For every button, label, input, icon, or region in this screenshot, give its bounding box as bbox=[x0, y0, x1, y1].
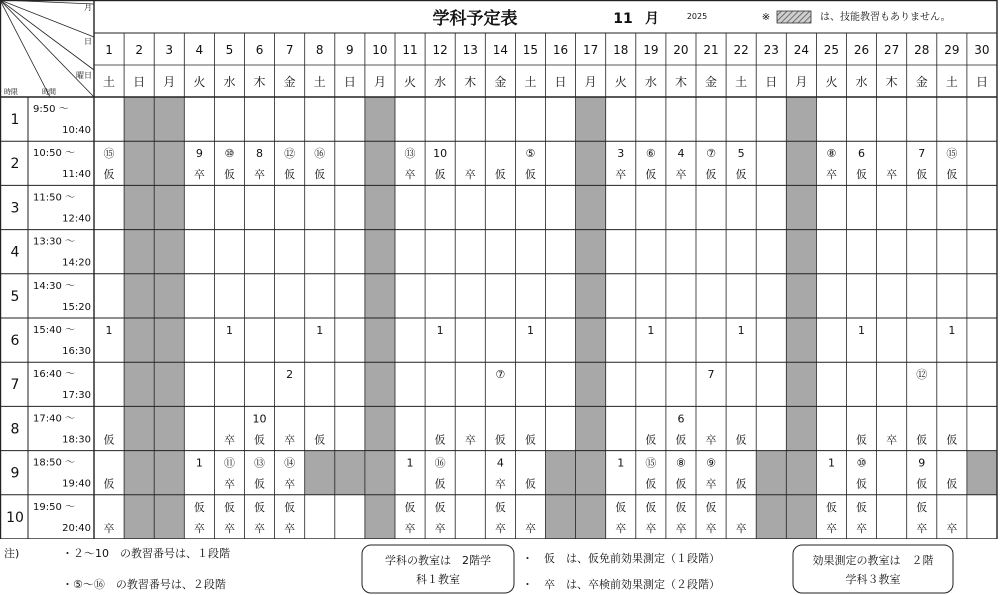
test-mark: 仮 bbox=[856, 433, 868, 447]
test-mark: 卒 bbox=[524, 521, 536, 535]
weekday-label: 金 bbox=[915, 75, 928, 89]
test-mark: 卒 bbox=[886, 168, 898, 182]
period-number: 6 bbox=[10, 333, 20, 349]
test-mark: 仮 bbox=[645, 433, 657, 447]
corner-month-label: 月 bbox=[84, 3, 92, 12]
lesson-number: 1 bbox=[827, 456, 835, 470]
period-end-time: 16:30 bbox=[62, 346, 91, 357]
period-number: 10 bbox=[6, 509, 24, 526]
classroom-note-line2: 科１教室 bbox=[416, 573, 460, 586]
lesson-number: 仮 bbox=[675, 500, 687, 514]
lesson-number: ⑩ bbox=[856, 456, 867, 470]
lesson-number: ⑤ bbox=[525, 147, 536, 161]
weekday-label: 水 bbox=[855, 75, 868, 89]
weekday-label: 火 bbox=[404, 75, 417, 89]
legend-text: は、技能教習もありません。 bbox=[820, 12, 951, 23]
lesson-number: ⑥ bbox=[645, 147, 656, 161]
test-mark: 卒 bbox=[223, 477, 235, 491]
day-number: 16 bbox=[552, 43, 569, 57]
test-mark: 卒 bbox=[494, 477, 506, 491]
period-number: 4 bbox=[10, 244, 20, 261]
test-mark: 卒 bbox=[675, 521, 687, 535]
lesson-number: ⑨ bbox=[706, 456, 716, 470]
weekday-label: 水 bbox=[434, 75, 447, 89]
test-mark: 卒 bbox=[254, 168, 266, 182]
test-mark: 卒 bbox=[193, 168, 205, 182]
lesson-number: ⑧ bbox=[676, 456, 686, 470]
lesson-number: 仮 bbox=[916, 500, 928, 514]
test-mark: 仮 bbox=[494, 168, 506, 182]
weekday-label: 火 bbox=[825, 75, 838, 89]
lesson-number: 2 bbox=[286, 368, 294, 382]
period-start-time: 10:50 ～ bbox=[33, 148, 75, 160]
lesson-number: ⑩ bbox=[224, 147, 235, 161]
weekday-label: 土 bbox=[735, 75, 748, 89]
test-mark: 仮 bbox=[494, 433, 506, 447]
weekday-label: 火 bbox=[614, 75, 627, 89]
lesson-number: ⑭ bbox=[284, 456, 296, 470]
period-end-time: 19:40 bbox=[62, 478, 91, 490]
period-number: 5 bbox=[10, 288, 20, 305]
lesson-number: 仮 bbox=[825, 500, 837, 514]
lesson-number: ⑮ bbox=[645, 456, 657, 470]
closed-slot-cell bbox=[786, 495, 816, 539]
lesson-number: 1 bbox=[406, 456, 414, 470]
day-number: 30 bbox=[974, 43, 990, 57]
weekday-label: 日 bbox=[975, 75, 988, 89]
test-mark: 卒 bbox=[223, 521, 235, 535]
lesson-number: ⑬ bbox=[254, 456, 266, 470]
closed-slot-cell bbox=[756, 451, 786, 495]
test-mark: 卒 bbox=[464, 433, 476, 447]
day-number: 24 bbox=[793, 43, 809, 57]
lesson-number: ⑬ bbox=[404, 147, 416, 161]
lesson-number: 9 bbox=[195, 147, 203, 161]
closed-slot-cell bbox=[305, 451, 335, 495]
day-number: 20 bbox=[673, 43, 689, 57]
lesson-number: ⑫ bbox=[916, 368, 928, 382]
period-number: 2 bbox=[10, 156, 20, 173]
test-mark: 卒 bbox=[705, 433, 717, 447]
day-number: 15 bbox=[522, 43, 539, 57]
period-number: 3 bbox=[10, 200, 20, 217]
test-mark: 卒 bbox=[856, 521, 868, 535]
lesson-number: 仮 bbox=[705, 500, 717, 514]
weekday-label: 月 bbox=[584, 75, 597, 89]
test-mark: 卒 bbox=[615, 168, 627, 182]
weekday-label: 金 bbox=[705, 75, 718, 89]
test-mark: 卒 bbox=[103, 521, 115, 535]
weekday-label: 水 bbox=[644, 75, 657, 89]
test-mark: 仮 bbox=[645, 168, 657, 182]
day-number: 8 bbox=[315, 43, 324, 57]
period-end-time: 14:20 bbox=[62, 257, 91, 269]
weekday-label: 金 bbox=[283, 75, 296, 89]
period-start-time: 19:50 ～ bbox=[33, 501, 75, 513]
lesson-number: 1 bbox=[526, 324, 534, 337]
weekday-label: 日 bbox=[133, 75, 146, 89]
day-number: 7 bbox=[285, 43, 294, 57]
test-mark: 卒 bbox=[284, 433, 296, 447]
weekday-label: 木 bbox=[885, 75, 898, 89]
weekday-label: 月 bbox=[373, 75, 386, 89]
hatch-swatch-icon bbox=[777, 11, 811, 23]
test-mark: 仮 bbox=[856, 477, 868, 491]
lesson-number: 1 bbox=[225, 324, 233, 337]
test-mark: 仮 bbox=[675, 477, 687, 491]
day-number: 9 bbox=[346, 43, 354, 57]
test-mark: 仮 bbox=[223, 168, 235, 182]
period-end-time: 15:20 bbox=[62, 301, 91, 313]
lesson-number: 仮 bbox=[223, 500, 235, 514]
test-mark: 仮 bbox=[645, 477, 657, 491]
test-room-note-line1: 効果測定の教室は ２階 bbox=[812, 554, 934, 567]
period-number: 9 bbox=[10, 465, 20, 482]
lesson-number: 10 bbox=[433, 147, 448, 161]
day-number: 28 bbox=[914, 43, 930, 57]
lesson-number: 1 bbox=[436, 324, 444, 337]
weekday-label: 木 bbox=[253, 75, 266, 89]
test-mark: 仮 bbox=[916, 477, 928, 491]
lesson-number: ⑯ bbox=[434, 456, 446, 470]
lesson-number: 1 bbox=[647, 324, 655, 337]
test-mark: 仮 bbox=[103, 168, 115, 182]
weekday-label: 日 bbox=[343, 75, 356, 89]
test-mark: 卒 bbox=[705, 521, 717, 535]
legend-mark: ※ bbox=[761, 12, 771, 23]
lesson-number: 4 bbox=[496, 456, 504, 470]
lesson-number: 1 bbox=[195, 456, 203, 470]
day-number: 26 bbox=[853, 43, 870, 57]
day-number: 5 bbox=[225, 43, 234, 57]
test-mark: 卒 bbox=[946, 521, 958, 535]
test-mark: 仮 bbox=[254, 477, 266, 491]
test-mark: 仮 bbox=[916, 433, 928, 447]
test-mark: 仮 bbox=[524, 168, 536, 182]
test-mark: 仮 bbox=[434, 433, 446, 447]
period-end-time: 18:30 bbox=[62, 434, 91, 446]
lesson-number: ⑦ bbox=[495, 368, 506, 382]
test-mark: 仮 bbox=[916, 168, 928, 182]
weekday-label: 火 bbox=[193, 75, 206, 89]
lesson-number: 仮 bbox=[284, 500, 296, 514]
test-mark: 卒 bbox=[886, 433, 898, 447]
test-mark: 仮 bbox=[946, 477, 958, 491]
day-number: 23 bbox=[763, 43, 779, 57]
test-mark: 仮 bbox=[735, 433, 747, 447]
period-start-time: 14:30 ～ bbox=[33, 280, 75, 292]
year-label: 2025 bbox=[686, 12, 708, 21]
test-mark: 仮 bbox=[705, 168, 717, 182]
test-mark: 仮 bbox=[103, 477, 115, 491]
test-mark: 卒 bbox=[645, 521, 657, 535]
test-mark: 仮 bbox=[524, 477, 536, 491]
test-mark: 卒 bbox=[675, 168, 687, 182]
period-number: 7 bbox=[10, 377, 20, 394]
note-kari-meaning: ・ 仮 は、仮免前効果測定（１段階） bbox=[522, 552, 720, 565]
note-stage1-numbers: ・２～10 の教習番号は、１段階 bbox=[62, 547, 230, 560]
lesson-number: 仮 bbox=[254, 500, 266, 514]
weekday-label: 金 bbox=[494, 75, 507, 89]
lesson-number: 1 bbox=[105, 324, 113, 337]
test-mark: 卒 bbox=[464, 168, 476, 182]
lesson-number: 仮 bbox=[645, 500, 657, 514]
test-mark: 卒 bbox=[193, 521, 205, 535]
period-start-time: 13:30 ～ bbox=[33, 236, 75, 248]
test-mark: 卒 bbox=[284, 521, 296, 535]
test-mark: 仮 bbox=[314, 168, 326, 182]
test-mark: 仮 bbox=[735, 168, 747, 182]
test-mark: 卒 bbox=[404, 521, 416, 535]
lesson-number: 6 bbox=[858, 147, 866, 161]
month-unit: 月 bbox=[645, 11, 659, 27]
test-room-note-line2: 学科３教室 bbox=[845, 573, 901, 586]
lesson-number: 7 bbox=[707, 368, 715, 382]
day-number: 1 bbox=[105, 43, 113, 57]
weekday-label: 木 bbox=[674, 75, 687, 89]
period-start-time: 16:40 ～ bbox=[33, 369, 75, 381]
lesson-number: ⑮ bbox=[946, 147, 958, 161]
period-start-time: 9:50 ～ bbox=[33, 104, 69, 115]
test-mark: 卒 bbox=[404, 168, 416, 182]
lesson-number: 仮 bbox=[193, 500, 205, 514]
period-end-time: 20:40 bbox=[62, 522, 91, 534]
corner-day-label: 日 bbox=[84, 37, 92, 46]
lesson-number: 仮 bbox=[494, 500, 506, 514]
closed-slot-cell bbox=[576, 451, 606, 495]
period-end-time: 17:30 bbox=[62, 390, 91, 402]
weekday-label: 日 bbox=[554, 75, 567, 89]
closed-slot-cell bbox=[967, 451, 997, 495]
period-start-time: 18:50 ～ bbox=[33, 457, 75, 469]
lesson-number: 仮 bbox=[404, 500, 416, 514]
lesson-number: 5 bbox=[737, 147, 745, 161]
test-mark: 仮 bbox=[946, 433, 958, 447]
corner-weekday-label: 曜日 bbox=[76, 71, 92, 80]
lesson-number: ⑦ bbox=[706, 147, 716, 161]
lesson-number: 1 bbox=[737, 324, 745, 337]
test-mark: 卒 bbox=[705, 477, 717, 491]
lesson-number: 1 bbox=[617, 456, 625, 470]
period-end-time: 12:40 bbox=[62, 213, 91, 225]
day-number: 17 bbox=[583, 43, 599, 57]
test-mark: 卒 bbox=[735, 521, 747, 535]
period-end-time: 11:40 bbox=[62, 169, 91, 181]
day-number: 19 bbox=[643, 43, 659, 57]
period-number: 8 bbox=[10, 421, 20, 438]
weekday-label: 月 bbox=[163, 75, 176, 89]
notes-label: 注) bbox=[4, 547, 20, 560]
period-start-time: 11:50 ～ bbox=[33, 192, 75, 204]
closed-slot-cell bbox=[786, 451, 816, 495]
weekday-label: 土 bbox=[313, 75, 326, 89]
test-mark: 仮 bbox=[946, 168, 958, 182]
note-stage2-numbers: ・⑤～⑯ の教習番号は、２段階 bbox=[62, 578, 226, 591]
weekday-label: 土 bbox=[103, 75, 116, 89]
lesson-number: 7 bbox=[918, 147, 926, 161]
test-mark: 卒 bbox=[825, 521, 837, 535]
lesson-number: 3 bbox=[617, 147, 625, 161]
test-mark: 卒 bbox=[223, 433, 235, 447]
lesson-number: 仮 bbox=[856, 500, 868, 514]
period-start-time: 15:40 ～ bbox=[33, 325, 75, 336]
day-number: 6 bbox=[255, 43, 264, 57]
lesson-number: 1 bbox=[858, 324, 866, 337]
test-mark: 仮 bbox=[434, 477, 446, 491]
day-number: 11 bbox=[402, 43, 418, 57]
test-mark: 卒 bbox=[434, 521, 446, 535]
test-mark: 仮 bbox=[103, 433, 115, 447]
day-number: 14 bbox=[492, 43, 508, 57]
test-mark: 卒 bbox=[916, 521, 928, 535]
day-number: 21 bbox=[703, 43, 719, 57]
lesson-number: 1 bbox=[948, 324, 956, 337]
note-sotsu-meaning: ・ 卒 は、卒検前効果測定（２段階） bbox=[522, 578, 720, 591]
period-start-time: 17:40 ～ bbox=[33, 413, 75, 425]
day-number: 13 bbox=[462, 43, 478, 57]
lesson-number: ⑫ bbox=[284, 147, 296, 161]
corner-time-label: 時間 bbox=[42, 88, 56, 96]
closed-slot-cell bbox=[335, 451, 365, 495]
period-number: 1 bbox=[10, 112, 20, 128]
day-number: 12 bbox=[432, 43, 448, 57]
test-mark: 仮 bbox=[735, 477, 747, 491]
day-number: 27 bbox=[884, 43, 900, 57]
closed-slot-cell bbox=[576, 495, 606, 539]
test-mark: 卒 bbox=[494, 521, 506, 535]
weekday-label: 土 bbox=[524, 75, 537, 89]
test-mark: 仮 bbox=[284, 168, 296, 182]
lesson-number: 1 bbox=[316, 324, 324, 337]
day-number: 4 bbox=[195, 43, 204, 57]
schedule-title: 学科予定表 bbox=[432, 9, 518, 29]
test-mark: 仮 bbox=[434, 168, 446, 182]
test-mark: 卒 bbox=[284, 477, 296, 491]
lesson-number: ⑧ bbox=[826, 147, 837, 161]
lesson-number: ⑪ bbox=[223, 456, 235, 470]
day-number: 18 bbox=[613, 43, 629, 57]
day-number: 10 bbox=[372, 43, 388, 57]
month-number: 11 bbox=[613, 11, 633, 27]
lesson-number: 仮 bbox=[434, 500, 446, 514]
closed-slot-cell bbox=[756, 495, 786, 539]
day-number: 25 bbox=[823, 43, 840, 57]
lesson-number: ⑯ bbox=[314, 147, 326, 161]
day-number: 22 bbox=[733, 43, 749, 57]
period-end-time: 10:40 bbox=[62, 125, 91, 136]
test-mark: 仮 bbox=[254, 433, 266, 447]
test-mark: 卒 bbox=[825, 168, 837, 182]
weekday-label: 土 bbox=[945, 75, 958, 89]
lesson-number: 仮 bbox=[615, 500, 627, 514]
lesson-number: 10 bbox=[252, 412, 267, 426]
closed-slot-cell bbox=[546, 451, 576, 495]
test-mark: 卒 bbox=[615, 521, 627, 535]
closed-slot-cell bbox=[546, 495, 576, 539]
test-mark: 仮 bbox=[524, 433, 536, 447]
corner-header bbox=[0, 0, 94, 97]
lesson-number: 6 bbox=[677, 412, 685, 426]
test-mark: 仮 bbox=[856, 168, 868, 182]
lesson-number: ⑮ bbox=[103, 147, 115, 161]
classroom-note-line1: 学科の教室は 2階学 bbox=[385, 554, 491, 567]
lesson-number: 4 bbox=[677, 147, 685, 161]
day-number: 29 bbox=[944, 43, 960, 57]
weekday-label: 水 bbox=[223, 75, 236, 89]
test-mark: 卒 bbox=[254, 521, 266, 535]
lesson-number: 9 bbox=[918, 456, 926, 470]
weekday-label: 月 bbox=[795, 75, 808, 89]
weekday-label: 木 bbox=[464, 75, 477, 89]
lesson-number: 8 bbox=[256, 147, 264, 161]
notes-area bbox=[0, 540, 1000, 595]
corner-period-label: 時限 bbox=[4, 88, 18, 96]
day-number: 3 bbox=[165, 43, 174, 57]
test-mark: 仮 bbox=[314, 433, 326, 447]
weekday-label: 日 bbox=[765, 75, 778, 89]
day-number: 2 bbox=[135, 43, 143, 57]
test-mark: 仮 bbox=[675, 433, 687, 447]
